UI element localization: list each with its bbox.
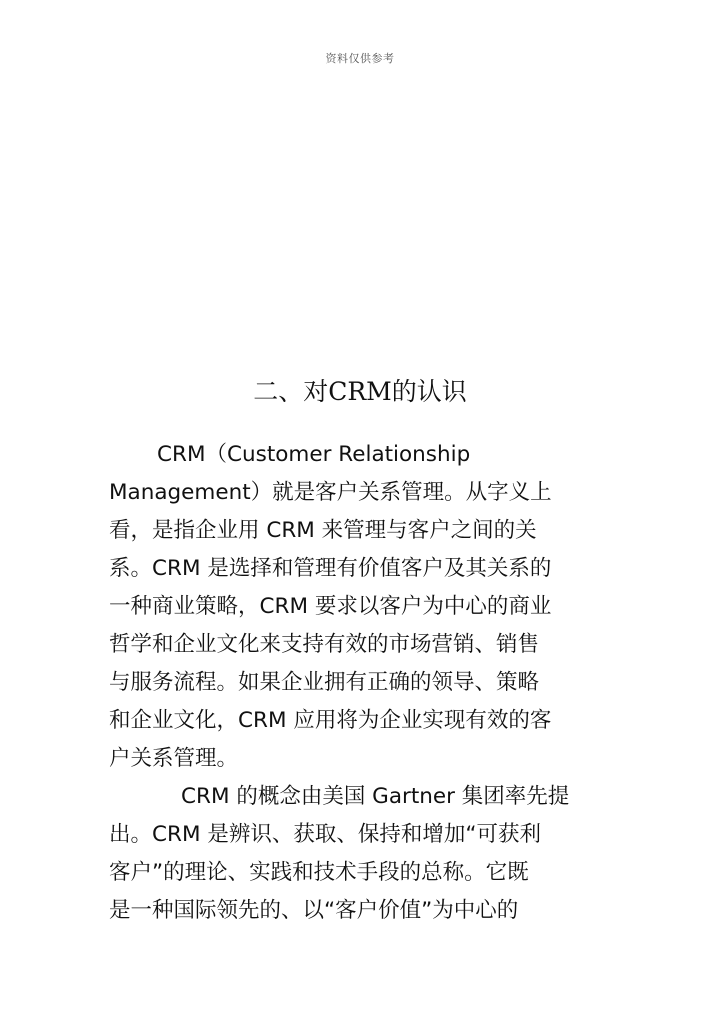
text-line: 哲学和企业文化来支持有效的市场营销、销售 (109, 632, 540, 657)
text-line: 看，是指企业用 CRM 来管理与客户之间的关 (109, 518, 537, 543)
text-line: Management）就是客户关系管理。从字义上 (109, 480, 552, 505)
text-line: 出。CRM 是辨识、获取、保持和增加“可获利 (109, 822, 541, 847)
section-title: 二、对CRM的认识 (253, 377, 467, 406)
text-line: 和企业文化，CRM 应用将为企业实现有效的客 (109, 708, 552, 733)
text-line: 客户”的理论、实践和技术手段的总称。它既 (109, 860, 529, 885)
text-line: CRM 的概念由美国 Gartner 集团率先提 (181, 784, 570, 809)
text-line: 户关系管理。 (109, 746, 239, 771)
text-line: 是一种国际领先的、以“客户价值”为中心的 (109, 898, 519, 923)
text-line: 系。CRM 是选择和管理有价值客户及其关系的 (109, 556, 552, 581)
page-header: 资料仅供参考 (325, 52, 395, 65)
text-line: CRM（Customer Relationship (157, 442, 471, 467)
body-text (109, 436, 609, 930)
paragraph-1 (109, 436, 609, 778)
text-line: 一种商业策略，CRM 要求以客户为中心的商业 (109, 594, 552, 619)
text-line: 与服务流程。如果企业拥有正确的领导、策略 (109, 670, 540, 695)
paragraph-2 (109, 778, 609, 930)
